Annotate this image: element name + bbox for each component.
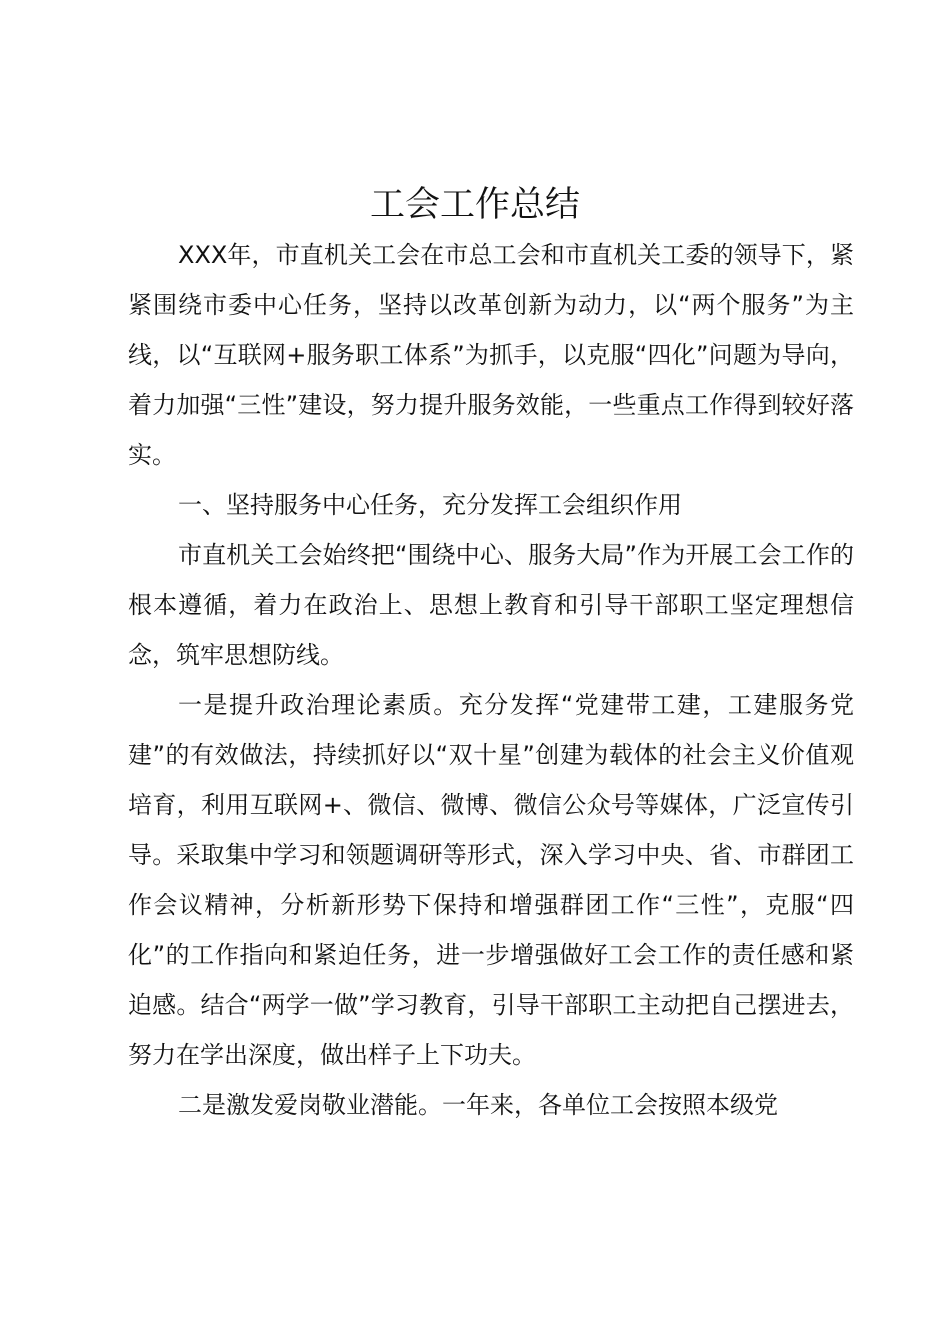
point-2-paragraph: 二是激发爱岗敬业潜能。一年来，各单位工会按照本级党: [178, 1091, 778, 1119]
document-title: 工会工作总结: [369, 185, 580, 225]
section-1-paragraph: 市直机关工会始终把“围绕中心、服务大局”作为开展工会工作的根本遵循，着力在政治上、思想上教育和引导干部职工坚定理想信念，筑牢思想防线。: [128, 541, 854, 669]
section-heading-1: 一、坚持服务中心任务，充分发挥工会组织作用: [178, 491, 682, 519]
document-body: [128, 230, 854, 1130]
point-1-paragraph: 一是提升政治理论素质。充分发挥“党建带工建，工建服务党建”的有效做法，持续抓好以“双十星”创建为载体的社会主义价值观培育，利用互联网+、微信、微博、微信公众号等媒体，广泛宣传引导。采取集中学习和领题调研等形式，深入学习中央、省、市群团工作会议精神，分析新形势下保持和增强群团工作“三性”，克服“四化”的工作指向和紧迫任务，进一步增强做好工会工作的责任感和紧迫感。结合“两学一做”学习教育，引导干部职工主动把自己摆进去，努力在学出深度，做出样子上下功夫。: [128, 691, 854, 1069]
intro-paragraph: XXX年，市直机关工会在市总工会和市直机关工委的领导下，紧紧围绕市委中心任务，坚持以改革创新为动力，以“两个服务”为主线，以“互联网+服务职工体系”为抓手，以克服“四化”问题为导向，着力加强“三性”建设，努力提升服务效能，一些重点工作得到较好落实。: [128, 241, 854, 469]
